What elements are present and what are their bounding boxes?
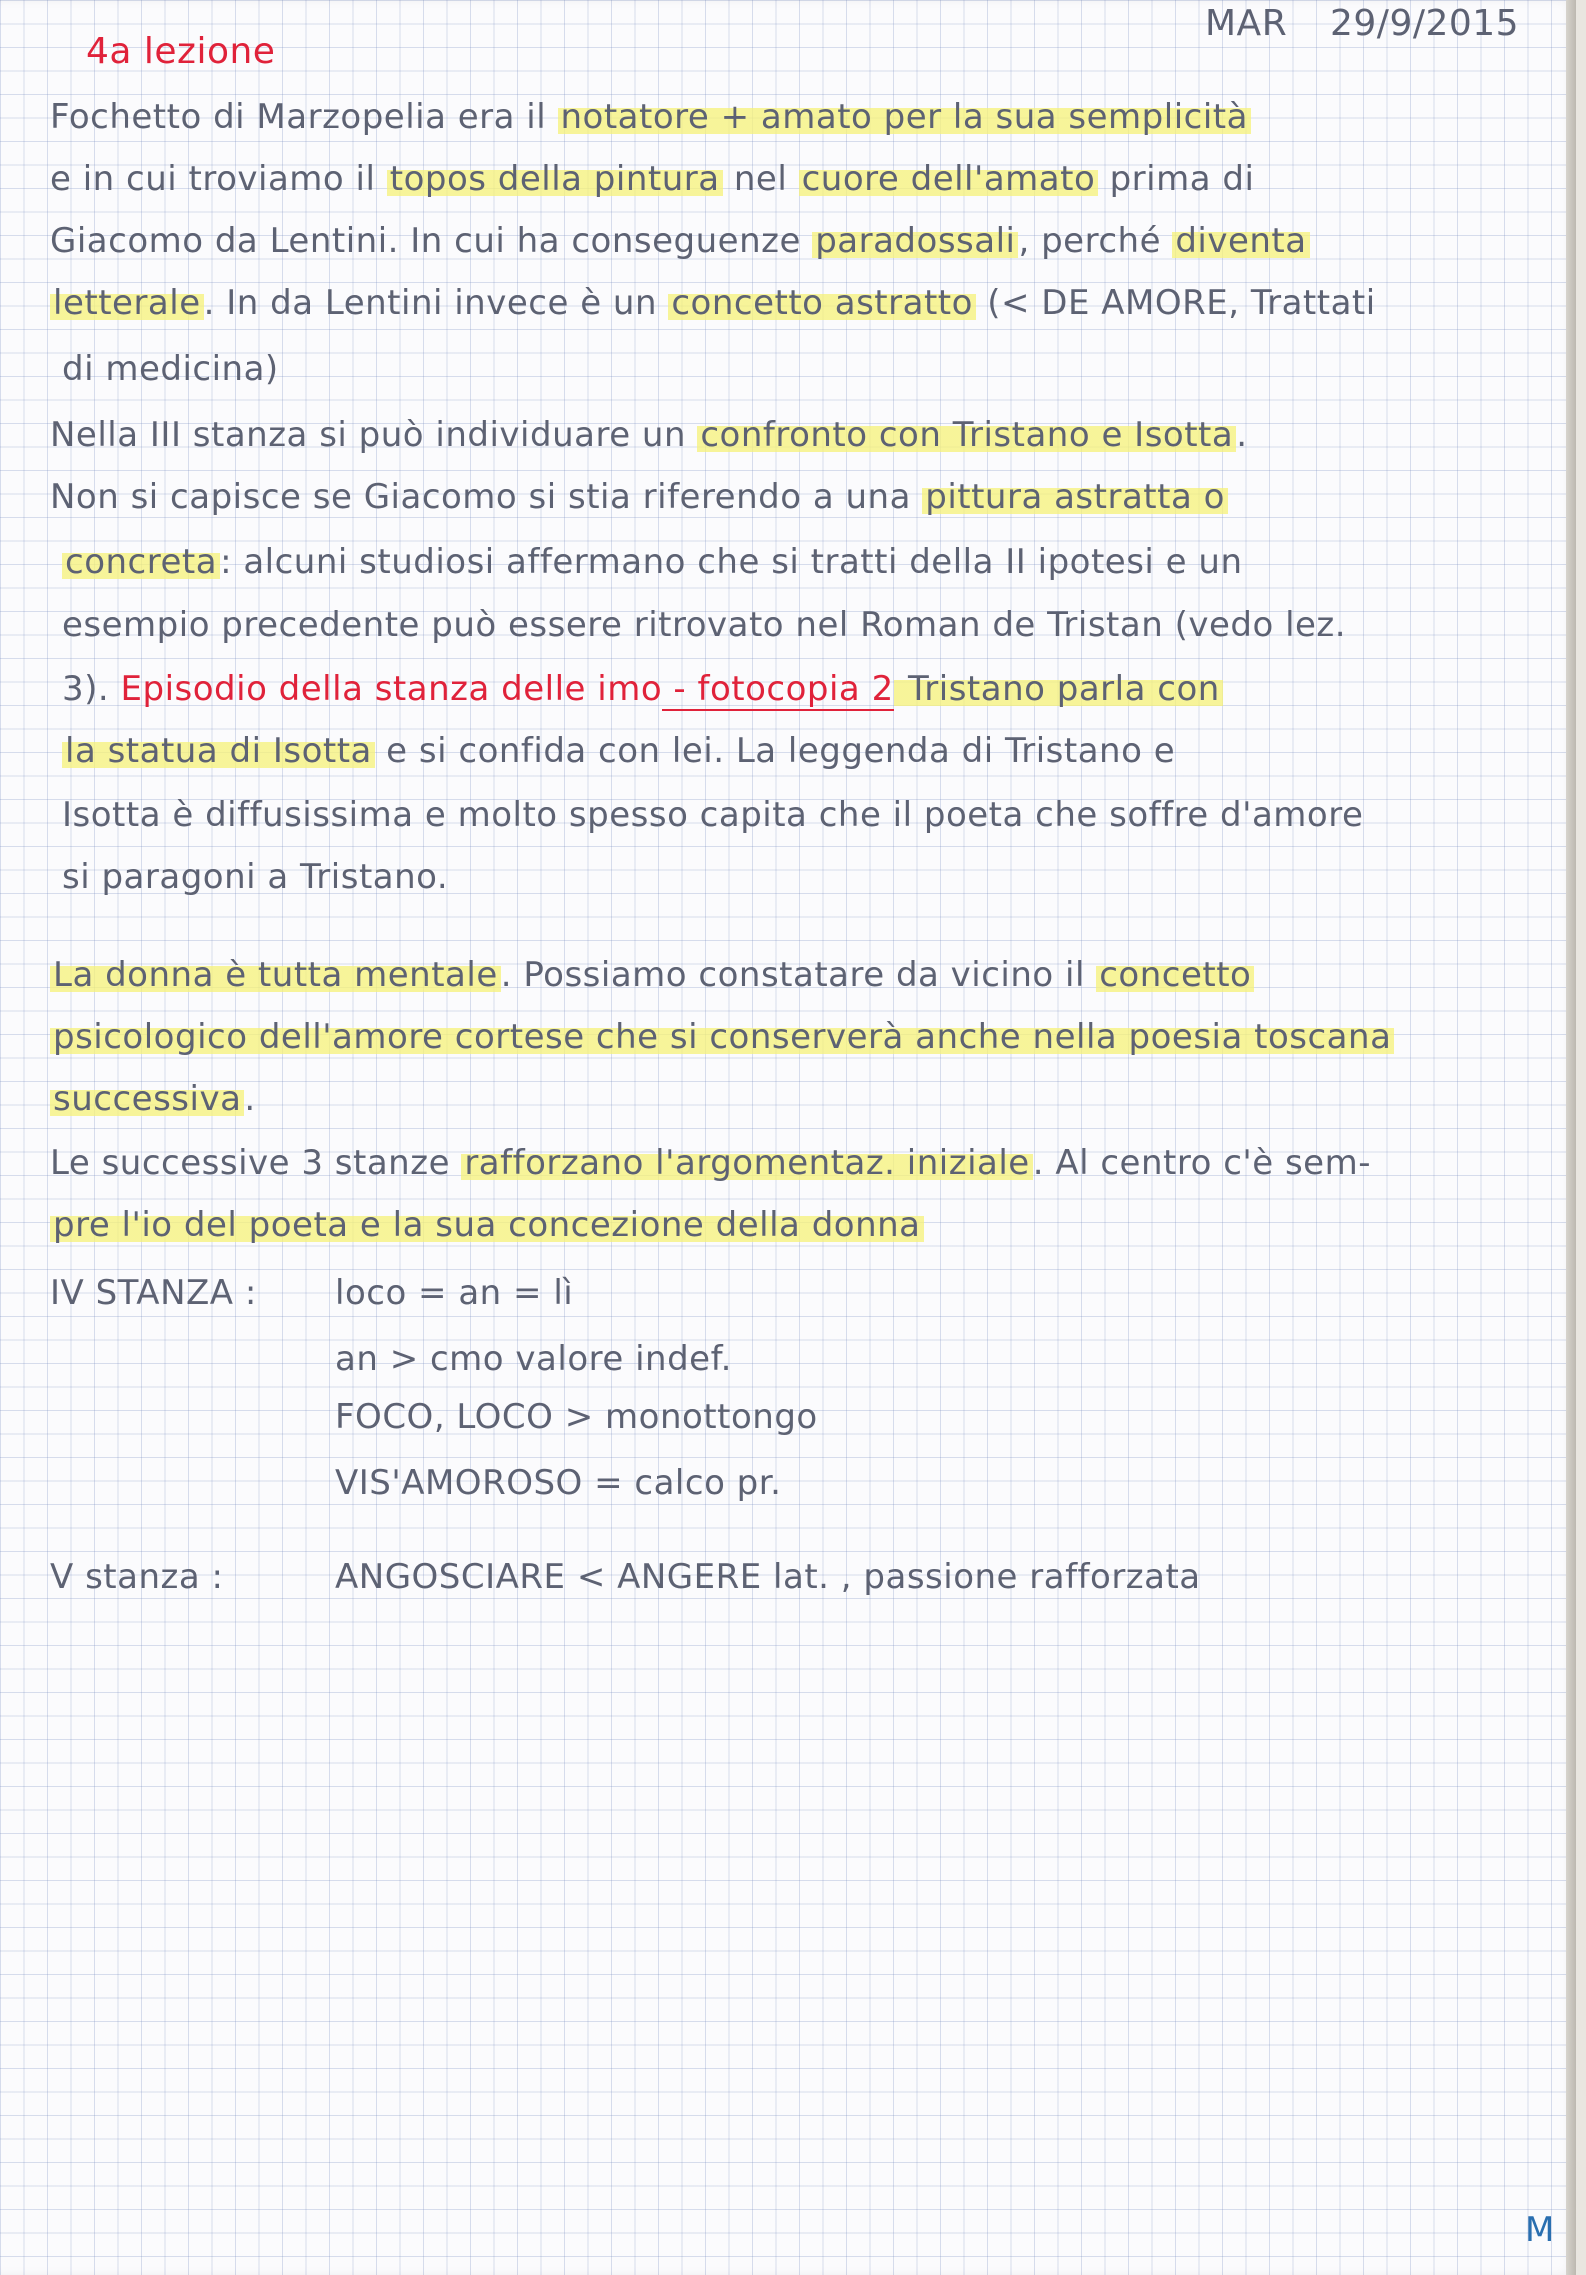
text-segment: (< DE AMORE, Trattati <box>975 283 1376 323</box>
text-segment: nel <box>722 159 799 199</box>
page-mark: M <box>1525 2210 1555 2250</box>
highlight: pre l'io del poeta e la sua concezione della donna <box>50 1205 924 1245</box>
text-segment: si paragoni a Tristano. <box>62 857 449 897</box>
text-segment: . <box>1236 415 1248 455</box>
text-line-13 <box>62 855 448 899</box>
text-segment: . <box>244 1079 256 1119</box>
highlight: pittura astratta o <box>922 477 1228 517</box>
text-line-11 <box>62 729 1175 773</box>
red-heading: - fotocopia 2 <box>662 669 894 709</box>
highlight: cuore dell'amato <box>799 159 1099 199</box>
text-segment: e in cui troviamo il <box>50 159 387 199</box>
highlight: notatore + amato per la sua semplicità <box>558 97 1251 137</box>
stanza-4-note-4: VIS'AMOROSO = calco pr. <box>335 1463 782 1503</box>
text-line-2 <box>50 157 1254 201</box>
text-line-5 <box>62 347 279 391</box>
text-line-3 <box>50 219 1310 263</box>
header-day: MAR <box>1205 3 1288 44</box>
highlight: topos della pintura <box>387 159 723 199</box>
text-segment: , perché <box>1018 221 1173 261</box>
highlight: Tristano parla con <box>894 669 1223 709</box>
text-segment: Giacomo da Lentini. In cui ha conseguenze <box>50 221 813 261</box>
stanza-5-label: V stanza : <box>50 1557 224 1597</box>
text-segment: di medicina) <box>62 349 279 389</box>
highlight: concreta <box>62 542 220 582</box>
highlight: confronto con Tristano e Isotta <box>697 415 1236 455</box>
stanza-5-note-1: ANGOSCIARE < ANGERE lat. , passione rafforzata <box>335 1557 1201 1597</box>
text-segment: e si confida con lei. La leggenda di Tristano e <box>374 731 1176 771</box>
text-segment: . Possiamo constatare da vicino il <box>500 955 1097 995</box>
highlight: concetto <box>1096 955 1254 995</box>
highlight: successiva <box>50 1079 244 1119</box>
highlight: la statua di Isotta <box>62 731 375 771</box>
text-line-7 <box>50 475 1228 519</box>
stanza-4-label: IV STANZA : <box>50 1273 257 1313</box>
text-line-8 <box>62 540 1243 584</box>
text-segment: prima di <box>1098 159 1255 199</box>
text-segment: 3). <box>62 669 121 709</box>
highlight: paradossali <box>812 221 1018 261</box>
highlight: La donna è tutta mentale <box>50 955 501 995</box>
red-heading: Episodio della stanza delle imo <box>120 669 663 709</box>
text-segment: : alcuni studiosi affermano che si tratti della II ipotesi e un <box>220 542 1243 582</box>
header-date: 29/9/2015 <box>1330 3 1520 44</box>
text-segment: Le successive 3 stanze <box>50 1143 462 1183</box>
highlight: letterale <box>50 283 204 323</box>
text-line-10 <box>62 667 1223 711</box>
text-line-12 <box>62 793 1363 837</box>
highlight: concetto astratto <box>668 283 976 323</box>
lesson-title: 4a lezione <box>86 31 276 72</box>
highlight: psicologico dell'amore cortese che si conserverà anche nella poesia toscana <box>50 1017 1394 1057</box>
text-line-14 <box>50 953 1254 997</box>
text-line-4 <box>50 281 1376 325</box>
text-segment: . Al centro c'è sem- <box>1032 1143 1371 1183</box>
page-edge <box>1566 0 1576 2275</box>
text-line-6 <box>50 413 1248 457</box>
text-segment: Isotta è diffusissima e molto spesso capita che il poeta che soffre d'amore <box>62 795 1364 835</box>
stanza-4-note-1: loco = an = lì <box>335 1273 574 1313</box>
highlight: rafforzano l'argomentaz. iniziale <box>461 1143 1032 1183</box>
text-segment: esempio precedente può essere ritrovato nel Roman de Tristan (vedo lez. <box>62 605 1347 645</box>
text-line-1 <box>50 95 1251 139</box>
text-segment: Nella III stanza si può individuare un <box>50 415 698 455</box>
text-line-9 <box>62 603 1346 647</box>
text-line-16 <box>50 1077 256 1121</box>
stanza-4-note-3: FOCO, LOCO > monottongo <box>335 1397 818 1437</box>
text-line-15 <box>50 1015 1394 1059</box>
text-segment: . In da Lentini invece è un <box>203 283 669 323</box>
text-segment: Fochetto di Marzopelia era il <box>50 97 558 137</box>
text-segment: Non si capisce se Giacomo si stia riferendo a una <box>50 477 923 517</box>
highlight: diventa <box>1172 221 1309 261</box>
text-line-18 <box>50 1203 924 1247</box>
text-line-17 <box>50 1141 1371 1185</box>
stanza-4-note-2: an > cmo valore indef. <box>335 1339 732 1379</box>
